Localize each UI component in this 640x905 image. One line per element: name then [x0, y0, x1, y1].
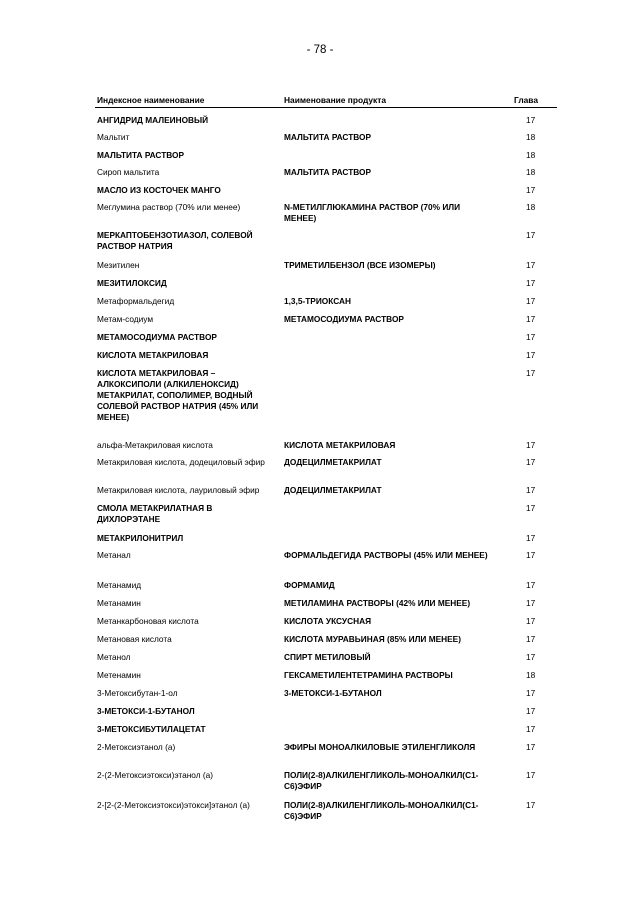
table-row: [95, 616, 557, 634]
index-name-cell: 2-(2-Метоксиэтокси)этанол (а): [97, 770, 214, 780]
chapter-cell: 17: [526, 332, 536, 342]
table-row: [95, 503, 557, 533]
index-name-cell: Сироп мальтита: [97, 167, 160, 177]
chapter-cell: 17: [526, 688, 536, 698]
index-name-cell: Метакриловая кислота, лауриловый эфир: [97, 485, 260, 495]
table-row: [95, 115, 557, 132]
header-chapter: Глава: [514, 95, 539, 105]
index-name-cell: Мезитилен: [97, 260, 140, 270]
product-name-cell: ФОРМАЛЬДЕГИДА РАСТВОРЫ (45% ИЛИ МЕНЕЕ): [284, 550, 488, 560]
chapter-cell: 17: [526, 368, 536, 378]
chapter-cell: 17: [526, 598, 536, 608]
table-row: [95, 706, 557, 724]
table-row: [95, 485, 557, 503]
index-name-cell: Метенамин: [97, 670, 141, 680]
chapter-cell: 17: [526, 115, 536, 125]
chapter-cell: 17: [526, 278, 536, 288]
chapter-cell: 17: [526, 533, 536, 543]
chapter-cell: 17: [526, 770, 536, 780]
index-name-cell: 2-Метоксиэтанол (а): [97, 742, 176, 752]
index-name-cell: альфа-Метакриловая кислота: [97, 440, 213, 450]
index-name-cell: МЕРКАПТОБЕНЗОТИАЗОЛ, СОЛЕВОЙ РАСТВОР НАТРИЯ: [97, 230, 253, 251]
product-name-cell: МАЛЬТИТА РАСТВОР: [284, 167, 372, 177]
chapter-cell: 17: [526, 230, 536, 240]
table-row: [95, 550, 557, 580]
table-row: [95, 332, 557, 350]
table-row: [95, 688, 557, 706]
index-name-cell: КИСЛОТА МЕТАКРИЛОВАЯ – АЛКОКСИПОЛИ (АЛКИЛЕНОКСИД) МЕТАКРИЛАТ, СОПОЛИМЕР, ВОДНЫЙ СОЛЕВОЙ РАСТВОР НАТРИЯ (45% ИЛИ МЕНЕЕ): [97, 368, 259, 422]
table-row: [95, 652, 557, 670]
chapter-cell: 17: [526, 485, 536, 495]
table-row: [95, 296, 557, 314]
index-name-cell: Мальтит: [97, 132, 130, 142]
index-name-cell: Метам-содиум: [97, 314, 154, 324]
index-name-cell: МАСЛО ИЗ КОСТОЧЕК МАНГО: [97, 185, 221, 195]
chapter-cell: 17: [526, 457, 536, 467]
table-row: [95, 167, 557, 185]
table-row: [95, 457, 557, 485]
table-row: [95, 634, 557, 652]
table-row: [95, 368, 557, 440]
chapter-cell: 18: [526, 202, 536, 212]
index-name-cell: Меглумина раствор (70% или менее): [97, 202, 241, 212]
table-row: [95, 278, 557, 296]
table-row: [95, 350, 557, 368]
chapter-cell: 17: [526, 350, 536, 360]
product-name-cell: ГЕКСАМЕТИЛЕНТЕТРАМИНА РАСТВОРЫ: [284, 670, 453, 680]
product-name-cell: КИСЛОТА УКСУСНАЯ: [284, 616, 372, 626]
chapter-cell: 18: [526, 670, 536, 680]
chapter-cell: 18: [526, 150, 536, 160]
index-name-cell: Метанал: [97, 550, 131, 560]
index-name-cell: Метановая кислота: [97, 634, 172, 644]
chapter-cell: 17: [526, 616, 536, 626]
table-row: [95, 185, 557, 202]
product-name-cell: 3-МЕТОКСИ-1-БУТАНОЛ: [284, 688, 382, 698]
table-row: [95, 314, 557, 332]
table-row: [95, 230, 557, 260]
chapter-cell: 17: [526, 296, 536, 306]
table-row: [95, 533, 557, 550]
chapter-cell: 17: [526, 724, 536, 734]
table-row: [95, 150, 557, 167]
chapter-cell: 17: [526, 706, 536, 716]
substance-index-table: [95, 93, 557, 830]
index-name-cell: МЕЗИТИЛОКСИД: [97, 278, 167, 288]
header-index-name: Индексное наименование: [97, 95, 205, 105]
table-row: [95, 800, 557, 830]
chapter-cell: 17: [526, 440, 536, 450]
table-row: [95, 670, 557, 688]
index-name-cell: Метанамин: [97, 598, 141, 608]
table-row: [95, 260, 557, 278]
index-name-cell: Метанкарбоновая кислота: [97, 616, 199, 626]
index-name-cell: 3-Метоксибутан-1-ол: [97, 688, 178, 698]
chapter-cell: 18: [526, 167, 536, 177]
index-name-cell: Метаформальдегид: [97, 296, 175, 306]
index-name-cell: 3-МЕТОКСИ-1-БУТАНОЛ: [97, 706, 195, 716]
chapter-cell: 17: [526, 742, 536, 752]
product-name-cell: ТРИМЕТИЛБЕНЗОЛ (ВСЕ ИЗОМЕРЫ): [284, 260, 436, 270]
table-row: [95, 132, 557, 150]
product-name-cell: КИСЛОТА МУРАВЬИНАЯ (85% ИЛИ МЕНЕЕ): [284, 634, 461, 644]
product-name-cell: ДОДЕЦИЛМЕТАКРИЛАТ: [284, 485, 382, 495]
chapter-cell: 17: [526, 800, 536, 810]
index-name-cell: 3-МЕТОКСИБУТИЛАЦЕТАТ: [97, 724, 206, 734]
index-name-cell: МЕТАКРИЛОНИТРИЛ: [97, 533, 184, 543]
index-name-cell: Метанамид: [97, 580, 142, 590]
product-name-cell: МЕТАМОСОДИУМА РАСТВОР: [284, 314, 404, 324]
chapter-cell: 17: [526, 314, 536, 324]
chapter-cell: 17: [526, 503, 536, 513]
chapter-cell: 18: [526, 132, 536, 142]
product-name-cell: ЭФИРЫ МОНОАЛКИЛОВЫЕ ЭТИЛЕНГЛИКОЛЯ: [284, 742, 476, 752]
product-name-cell: МАЛЬТИТА РАСТВОР: [284, 132, 372, 142]
chapter-cell: 17: [526, 260, 536, 270]
table-body: [95, 115, 557, 830]
chapter-cell: 17: [526, 634, 536, 644]
index-name-cell: СМОЛА МЕТАКРИЛАТНАЯ В ДИХЛОРЭТАНЕ: [97, 503, 213, 524]
index-name-cell: МАЛЬТИТА РАСТВОР: [97, 150, 185, 160]
table-row: [95, 770, 557, 800]
product-name-cell: ФОРМАМИД: [284, 580, 335, 590]
table-row: [95, 440, 557, 457]
index-name-cell: КИСЛОТА МЕТАКРИЛОВАЯ: [97, 350, 209, 360]
table-row: [95, 724, 557, 742]
product-name-cell: КИСЛОТА МЕТАКРИЛОВАЯ: [284, 440, 396, 450]
index-name-cell: АНГИДРИД МАЛЕИНОВЫЙ: [97, 115, 209, 125]
product-name-cell: ПОЛИ(2-8)АЛКИЛЕНГЛИКОЛЬ-МОНОАЛКИЛ(С1-С6)ЭФИР: [284, 770, 479, 791]
table-row: [95, 742, 557, 770]
product-name-cell: ДОДЕЦИЛМЕТАКРИЛАТ: [284, 457, 382, 467]
page-number: - 78 -: [306, 44, 334, 56]
index-name-cell: Метанол: [97, 652, 131, 662]
chapter-cell: 17: [526, 185, 536, 195]
table-header: [95, 93, 557, 108]
table-row: [95, 202, 557, 230]
product-name-cell: СПИРТ МЕТИЛОВЫЙ: [284, 652, 371, 662]
chapter-cell: 17: [526, 550, 536, 560]
table-row: [95, 598, 557, 616]
product-name-cell: 1,3,5-ТРИОКСАН: [284, 296, 351, 306]
header-product-name: Наименование продукта: [284, 95, 386, 105]
index-name-cell: МЕТАМОСОДИУМА РАСТВОР: [97, 332, 217, 342]
chapter-cell: 17: [526, 580, 536, 590]
product-name-cell: ПОЛИ(2-8)АЛКИЛЕНГЛИКОЛЬ-МОНОАЛКИЛ(С1-С6)ЭФИР: [284, 800, 479, 821]
chapter-cell: 17: [526, 652, 536, 662]
table-row: [95, 580, 557, 598]
product-name-cell: N-МЕТИЛГЛЮКАМИНА РАСТВОР (70% ИЛИ МЕНЕЕ): [284, 202, 461, 223]
index-name-cell: 2-[2-(2-Метоксиэтокси)этокси]этанол (а): [97, 800, 250, 810]
index-name-cell: Метакриловая кислота, додециловый эфир: [97, 457, 265, 467]
product-name-cell: МЕТИЛАМИНА РАСТВОРЫ (42% ИЛИ МЕНЕЕ): [284, 598, 471, 608]
